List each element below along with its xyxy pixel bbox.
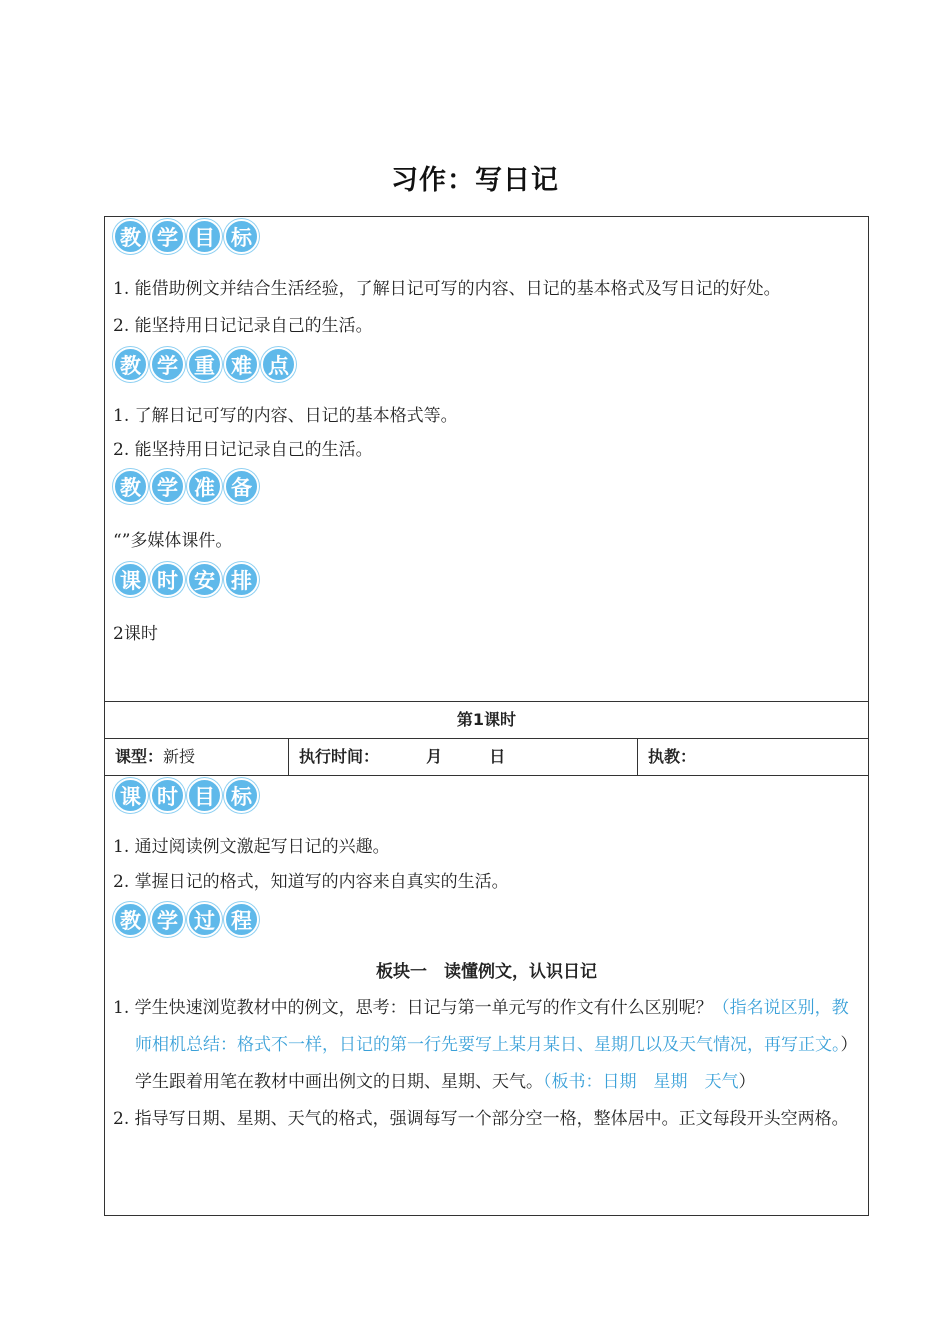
badge-key-points: [113, 345, 860, 385]
lesson-plan-table: [104, 216, 869, 1216]
process-text: ）: [738, 1072, 756, 1092]
badge-char: 重: [187, 347, 222, 382]
prep-text: “”多媒体课件。: [113, 531, 233, 551]
badge-prep: [113, 467, 860, 507]
badge-schedule: [113, 560, 860, 600]
badge-char: 排: [224, 562, 259, 597]
lesson-type-cell: [105, 739, 289, 775]
goal-item: 1. 能借助例文并结合生活经验，了解日记可写的内容、日记的基本格式及写日记的好处。: [113, 279, 781, 299]
badge-char: 课: [113, 562, 148, 597]
process-item-2: 2. 指导写日期、星期、天气的格式，强调每写一个部分空一格，整体居中。正文每段开头空两格。: [113, 1109, 849, 1129]
badge-char: 准: [187, 469, 222, 504]
badge-char: 课: [113, 778, 148, 813]
badge-char: 标: [224, 778, 259, 813]
badge-char: 时: [150, 562, 185, 597]
process-text: 1. 学生快速浏览教材中的例文，思考：日记与第一单元写的作文有什么区别呢？: [113, 998, 713, 1018]
lesson-type-value: 新授: [163, 747, 196, 766]
lesson-goal-item: 2. 掌握日记的格式，知道写的内容来自真实的生活。: [113, 872, 509, 892]
month-label: 月: [426, 747, 443, 766]
lesson-body: [105, 775, 868, 1215]
meta-row: [105, 738, 868, 775]
badge-char: 目: [187, 778, 222, 813]
day-label: 日: [489, 747, 506, 766]
exec-time-cell: [289, 739, 638, 775]
lesson-header: 第1课时: [105, 701, 868, 738]
teacher-cell: [638, 739, 868, 775]
badge-char: 学: [150, 347, 185, 382]
badge-char: 目: [187, 219, 222, 254]
badge-char: 教: [113, 347, 148, 382]
process-text: ）学生跟着用笔在教材中画出例文的日期、星期、天气。: [135, 1035, 858, 1092]
badge-char: 难: [224, 347, 259, 382]
badge-char: 点: [261, 347, 296, 382]
teacher-label: 执教：: [648, 747, 697, 766]
page-title: 习作：写日记: [391, 165, 559, 196]
schedule-text: 2课时: [113, 624, 158, 644]
exec-time-label: 执行时间：: [299, 747, 380, 766]
badge-char: 过: [187, 902, 222, 937]
badge-char: 时: [150, 778, 185, 813]
lesson-type-label: 课型：: [115, 747, 164, 766]
key-point-item: 1. 了解日记可写的内容、日记的基本格式等。: [113, 406, 458, 426]
badge-process: [113, 900, 860, 940]
badge-lesson-goals: [113, 776, 860, 816]
board-note: （板书：日期 星期 天气: [543, 1072, 739, 1092]
goal-item: 2. 能坚持用日记记录自己的生活。: [113, 316, 373, 336]
badge-char: 备: [224, 469, 259, 504]
key-point-item: 2. 能坚持用日记记录自己的生活。: [113, 440, 373, 460]
badge-char: 学: [150, 902, 185, 937]
badge-char: 教: [113, 219, 148, 254]
badge-char: 学: [150, 219, 185, 254]
badge-char: 教: [113, 902, 148, 937]
badge-char: 安: [187, 562, 222, 597]
process-item-1: [113, 990, 860, 1101]
lesson-goal-item: 1. 通过阅读例文激起写日记的兴趣。: [113, 837, 390, 857]
badge-char: 程: [224, 902, 259, 937]
teacher-note: （指名说区别，教师相机总结：格式不一样，日记的第一行先要写上某月某日、星期几以及天气情况，再写正文。: [135, 998, 849, 1055]
badge-goals: [113, 217, 860, 257]
badge-char: 教: [113, 469, 148, 504]
badge-char: 学: [150, 469, 185, 504]
section-title: 板块一 读懂例文，认识日记: [376, 962, 597, 982]
overview-block: [105, 217, 868, 701]
badge-char: 标: [224, 219, 259, 254]
